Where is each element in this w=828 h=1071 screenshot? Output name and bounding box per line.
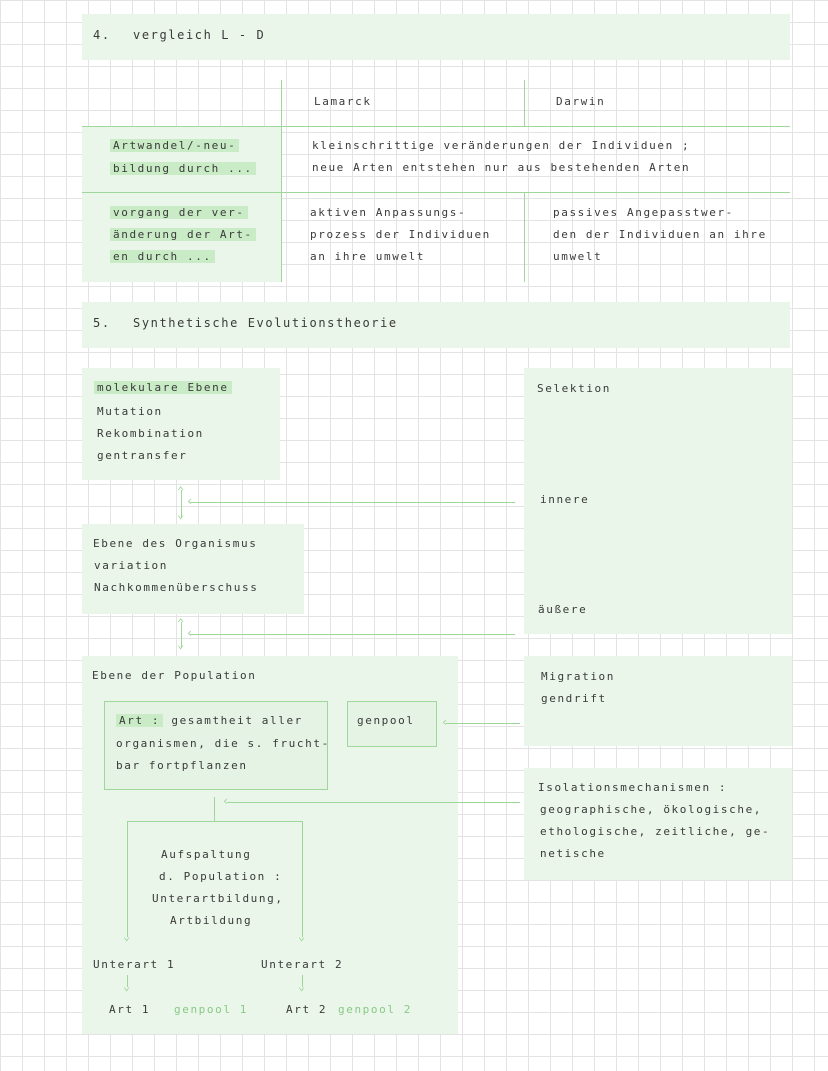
innere-arrow-head: ‹ — [186, 494, 195, 508]
molekular-item-gentransfer: gentransfer — [97, 449, 188, 462]
population-title: Ebene der Population — [92, 669, 257, 682]
aeussere-arrow-head: ‹ — [186, 626, 195, 640]
row1-label-line2: bildung durch ... — [110, 162, 256, 175]
row2-lamarck-line1: aktiven Anpassungs- — [310, 206, 467, 219]
row2-label-line1: vorgang der ver- — [110, 206, 248, 219]
updown-arrow-2-head-up: ⌃ — [177, 616, 186, 630]
organismus-item-variation: variation — [94, 559, 169, 572]
column-divider-2 — [524, 80, 525, 126]
section5-number: 5. — [93, 316, 111, 330]
isolation-arrow-line — [227, 802, 520, 803]
selektion-title: Selektion — [537, 382, 612, 395]
migration-arrow-line — [446, 723, 520, 724]
molekular-title: molekulare Ebene — [94, 381, 232, 394]
row1-merged-line1: kleinschrittige veränderungen der Individuen ; — [312, 139, 691, 152]
art-definition-rest: gesamtheit aller — [163, 714, 303, 727]
split-bar — [127, 821, 303, 822]
molekular-item-rekombination: Rekombination — [97, 427, 204, 440]
innere-arrow-line — [190, 502, 515, 503]
organismus-title: Ebene des Organismus — [93, 537, 258, 550]
section4-title: vergleich L - D — [133, 28, 266, 42]
updown-arrow-1-head-up: ⌃ — [177, 484, 186, 498]
art2-label: Art 2 — [286, 1003, 328, 1016]
updown-arrow-1-head-down: ⌄ — [177, 507, 186, 521]
isolation-title: Isolationsmechanismen : — [538, 781, 728, 794]
split-right-branch — [302, 821, 303, 937]
section5-title: Synthetische Evolutionstheorie — [133, 316, 398, 330]
selektion-innere: innere — [540, 493, 590, 506]
isolation-line1: geographische, ökologische, — [540, 803, 763, 816]
migration-arrow-head: ‹ — [441, 715, 450, 729]
split-left-arrow-head: ⌄ — [123, 929, 132, 943]
molekular-item-mutation: Mutation — [97, 405, 163, 418]
art-definition-line2: organismen, die s. frucht- — [116, 737, 330, 750]
migration-line1: Migration — [541, 670, 616, 683]
isolation-line2: ethologische, zeitliche, ge- — [540, 825, 771, 838]
row1-label-line1: Artwandel/-neu- — [110, 139, 239, 152]
row1-merged-line2: neue Arten entstehen nur aus bestehenden Arten — [312, 161, 691, 174]
genpool-label: genpool — [357, 714, 415, 727]
aufspaltung-line1: Aufspaltung — [161, 848, 252, 861]
row2-lamarck-line2: prozess der Individuen — [310, 228, 491, 241]
section4-number: 4. — [93, 28, 111, 42]
row2-label-line3: en durch ... — [110, 250, 215, 263]
row2-darwin-line3: umwelt — [553, 250, 603, 263]
aufspaltung-line2: d. Population : — [159, 870, 283, 883]
split-left-branch — [127, 821, 128, 937]
split-stem — [214, 797, 215, 821]
art-term-highlight: Art : — [116, 714, 163, 727]
unterart2-down-arrow: ⌄ — [298, 979, 307, 993]
row2-lamarck-line3: an ihre umwelt — [310, 250, 426, 263]
row2-darwin-line1: passives Angepasstwer- — [553, 206, 734, 219]
column-divider-2b — [524, 192, 525, 282]
unterart1-down-arrow: ⌄ — [123, 979, 132, 993]
genpool1-label: genpool 1 — [174, 1003, 249, 1016]
row2-darwin-line2: den der Individuen an ihre — [553, 228, 767, 241]
migration-line2: gendrift — [541, 692, 607, 705]
split-right-arrow-head: ⌄ — [298, 929, 307, 943]
header-lamarck: Lamarck — [314, 95, 372, 108]
genpool2-label: genpool 2 — [338, 1003, 413, 1016]
organismus-item-nachkommen: Nachkommenüberschuss — [94, 581, 259, 594]
updown-arrow-2-head-down: ⌄ — [177, 637, 186, 651]
art-definition-line1 — [116, 714, 303, 727]
row-divider — [82, 192, 790, 193]
art-definition-line3: bar fortpflanzen — [116, 759, 248, 772]
aufspaltung-line4: Artbildung — [170, 914, 253, 927]
row2-label-line2: änderung der Art- — [110, 228, 256, 241]
unterart2-label: Unterart 2 — [261, 958, 344, 971]
unterart1-label: Unterart 1 — [93, 958, 176, 971]
aufspaltung-line3: Unterartbildung, — [152, 892, 284, 905]
isolation-arrow-head: ‹ — [222, 794, 231, 808]
aeussere-arrow-line — [190, 634, 515, 635]
art1-label: Art 1 — [109, 1003, 151, 1016]
header-divider — [82, 126, 790, 127]
selektion-aeussere: äußere — [538, 603, 588, 616]
header-darwin: Darwin — [556, 95, 606, 108]
isolation-line3: netische — [540, 847, 606, 860]
column-divider-1 — [281, 80, 282, 282]
